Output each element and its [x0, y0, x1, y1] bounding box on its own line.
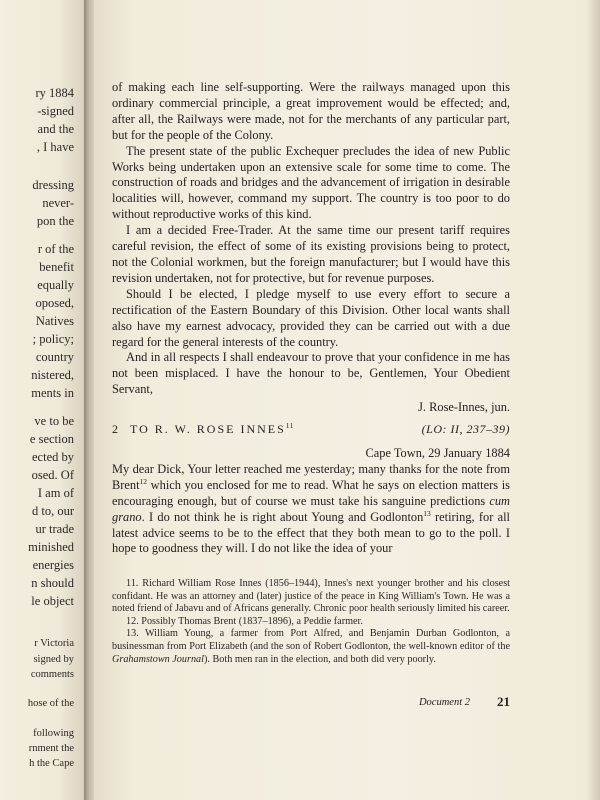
paragraph: Should I be elected, I pledge myself to use every effort to secure a rectification of the Eastern Boundary of this Division. Other local wants shall also have my earnest advocacy, provided they can be carried out with a due regard for the general interests of the country.: [112, 286, 510, 349]
left-fragment: signed by: [33, 654, 74, 665]
left-fragment: h the Cape: [29, 758, 74, 769]
footnote-text: ). Both men ran in the election, and both did very poorly.: [203, 653, 436, 665]
paragraph: And in all respects I shall endeavour to prove that your confidence in me has not been misplaced. I have the honour to be, Gentlemen, Your Obedient Servant,: [112, 350, 510, 397]
letter-paragraph: [112, 462, 510, 557]
letter-body: [112, 446, 510, 557]
left-fragment: ments in: [31, 386, 74, 400]
manifesto-text: [112, 80, 510, 416]
footnote-text: 13. William Young, a farmer from Port Alfred, and Benjamin Durban Godlonton, a businessman from Port Elizabeth (and the son of Robert Godlonton, the well-known editor of the: [112, 628, 510, 652]
left-fragment: n should: [31, 576, 74, 590]
paragraph: I am a decided Free-Trader. At the same time our present tariff requires careful revision, the effect of some of its existing provisions being to protect, not the Colonial workmen, but the foreign manufacturer; but I would have this revision undertaken, not for protective, but for revenue purposes.: [112, 223, 510, 285]
document-recipient: TO R. W. ROSE INNES: [130, 422, 286, 436]
left-fragment: le object: [31, 594, 74, 608]
page-edge-shadow: [586, 0, 600, 800]
left-fragment: , I have: [36, 140, 74, 154]
left-fragment: ry 1884: [35, 86, 74, 100]
letter-italic: cum grano: [112, 493, 510, 524]
letter-text: . I do not think he is right about Young and Godlonton: [141, 509, 424, 524]
footnote-ref: 11: [285, 421, 295, 430]
left-fragment: rnment the: [28, 743, 74, 754]
book-gutter: [84, 0, 94, 800]
letter-text: retiring, for all latest advice seems to be to the effect that they both mean to go to the poll. I hope to goodness they will. I do not like the idea of your: [112, 509, 510, 556]
left-fragment: ected by: [32, 450, 74, 464]
left-fragment: pon the: [36, 214, 74, 228]
source-reference: (LO: II, 237–39): [421, 422, 510, 436]
footnotes: [112, 578, 510, 666]
footnote-12: 12. Possibly Thomas Brent (1837–1896), a Peddie farmer.: [126, 615, 363, 627]
left-fragment: Natives: [35, 314, 74, 328]
left-fragment: oposed,: [35, 296, 74, 310]
document-heading: [112, 422, 510, 437]
left-fragment: r Victoria: [34, 638, 74, 649]
left-fragment: ; policy;: [32, 332, 74, 346]
left-fragment: energies: [32, 558, 74, 572]
footnote-13: [112, 628, 510, 666]
dateline: Cape Town, 29 January 1884: [365, 446, 510, 460]
left-fragment: and the: [37, 122, 74, 136]
left-page: [0, 0, 84, 800]
left-fragment: I am of: [37, 486, 74, 500]
left-fragment: benefit: [39, 260, 74, 274]
left-fragment: following: [33, 728, 74, 739]
page-number: 21: [497, 694, 510, 709]
left-fragment: dressing: [32, 178, 74, 192]
footnote-italic: Grahamstown Journal: [112, 653, 204, 665]
document-label: Document 2: [418, 697, 470, 708]
footnote-11: 11. Richard William Rose Innes (1856–1944), Innes's next younger brother and his closest confidant. He was an attorney and (later) justice of the peace in King William's Town. He was a noted friend of Jabavu and of Africans generally. Chronic poor health seriously limited his career.: [112, 578, 510, 615]
left-fragment: osed. Of: [31, 468, 74, 482]
left-fragment: nistered,: [31, 368, 74, 382]
left-fragment: hose of the: [27, 698, 74, 709]
left-fragment: country: [35, 350, 74, 364]
left-fragment: -signed: [37, 104, 74, 118]
paragraph: The present state of the public Exchequer precludes the idea of new Public Works being undertaken upon an extensive scale for some time to come. The construction of roads and bridges and the advancement of irrigation in desirable localities will, however, command my support. The country is too poor to do without reproductive works of this kind.: [112, 143, 510, 222]
footnote-ref: 13: [423, 508, 431, 518]
left-fragment: comments: [30, 669, 74, 680]
signature: J. Rose-Innes, jun.: [418, 400, 510, 415]
left-fragment: d to, our: [31, 504, 74, 518]
left-fragment: never-: [42, 196, 74, 210]
left-fragment: r of the: [37, 242, 74, 256]
right-page: [94, 0, 600, 800]
left-fragment: ur trade: [35, 522, 74, 536]
footnote-ref: 12: [139, 476, 148, 486]
paragraph: of making each line self-supporting. Were the railways managed upon this ordinary commercial principle, a great improvement would be effected; and, after all, the Railways were made, not for the merchants of any particular part, but for the people of the Colony.: [112, 80, 510, 142]
letter-text: which you enclosed for me to read. What he says on election matters is encouraging enough, but of course we must take his sanguine predictions: [112, 477, 510, 508]
left-fragment: minished: [28, 540, 74, 554]
left-fragment: e section: [29, 432, 74, 446]
document-number: 2: [112, 422, 119, 436]
letter-text: My dear Dick, Your letter reached me yesterday; many thanks for the note from Brent: [112, 461, 510, 492]
left-fragment: ve to be: [34, 414, 74, 428]
left-fragment: equally: [37, 278, 74, 292]
